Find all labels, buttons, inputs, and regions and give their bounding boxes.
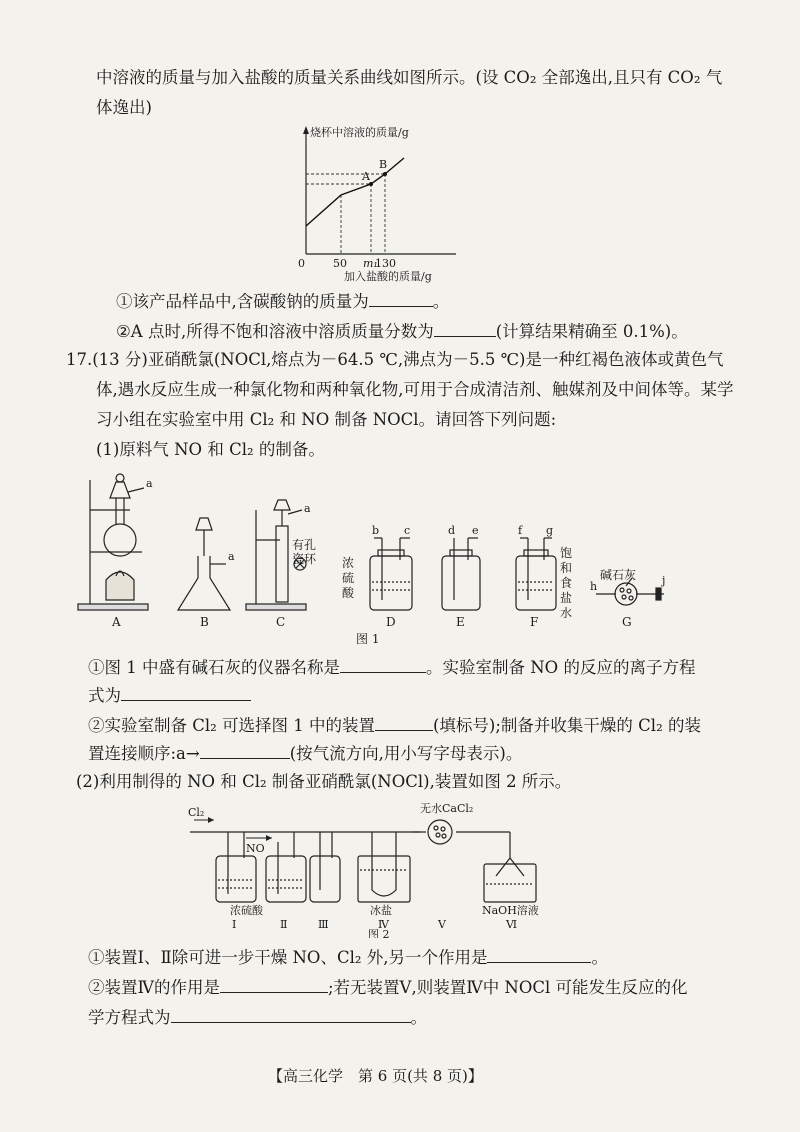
apparatus-d — [370, 538, 412, 610]
intro-line-2: 体逸出) — [96, 98, 152, 117]
label-c: C — [276, 615, 286, 629]
label-g: G — [622, 615, 632, 629]
mass-curve-graph — [270, 122, 470, 284]
q16-sub1 — [116, 288, 449, 314]
q17-part1-heading: (1)原料气 NO 和 Cl₂ 的制备。 — [96, 440, 325, 459]
port-g: g — [546, 524, 554, 537]
q16-sub1-text: ①该产品样品中,含碳酸钠的质量为 — [116, 292, 369, 311]
q16-sub2 — [116, 318, 688, 344]
point-a-label: A — [362, 170, 370, 183]
q17-1-sub2-line2-text: 置连接顺序:a→ — [88, 744, 200, 763]
label-d: D — [386, 615, 396, 629]
q17-2-sub1-blank[interactable] — [487, 944, 591, 963]
numeral-iv: Ⅳ — [378, 918, 389, 931]
numeral-vi: Ⅵ — [506, 918, 518, 931]
q17-line-3: 习小组在实验室中用 Cl₂ 和 NO 制备 NOCl。请回答下列问题: — [96, 410, 557, 429]
q16-sub1-end: 。 — [432, 292, 450, 311]
label-e: E — [456, 615, 465, 629]
q17-2-sub2-mid: ;若无装置Ⅴ,则装置Ⅳ中 NOCl 可能发生反应的化 — [327, 978, 688, 997]
naoh-label: NaOH溶液 — [482, 904, 539, 917]
q17-1-sub1-mid: 。实验室制备 NO 的反应的离子方程 — [426, 658, 696, 677]
apparatus-b — [178, 518, 230, 610]
device-vi — [484, 832, 536, 902]
q17-1-order-blank[interactable] — [200, 740, 290, 759]
port-b: b — [372, 524, 380, 537]
device-v — [412, 820, 452, 844]
q17-1-sub2-line2-end: (按气流方向,用小写字母表示)。 — [289, 744, 523, 763]
figure-2-caption: 图 2 — [368, 928, 390, 938]
page-footer: 【高三化学 第 6 页(共 8 页)】 — [268, 1067, 483, 1085]
numeral-v: Ⅴ — [438, 918, 446, 931]
apparatus-f — [516, 538, 556, 610]
label-porous-ring: 有孔瓷环 — [292, 538, 317, 566]
q17-1-sub1-line2-text: 式为 — [88, 686, 121, 705]
q17-2-equation-blank[interactable] — [171, 1004, 411, 1023]
q17-1-equation-blank[interactable] — [121, 682, 251, 701]
q17-line-1: 17.(13 分)亚硝酰氯(NOCl,熔点为－64.5 ℃,沸点为－5.5 ℃)是一种红褐色液体或黄色气 — [66, 350, 724, 369]
point-b-marker — [383, 172, 387, 176]
no-label: NO — [246, 842, 265, 855]
q17-2-sub1-text: ①装置Ⅰ、Ⅱ除可进一步干燥 NO、Cl₂ 外,另一个作用是 — [88, 948, 488, 967]
numeral-ii: Ⅱ — [280, 918, 288, 931]
origin-label: 0 — [298, 257, 305, 270]
port-a-1: a — [146, 477, 153, 490]
label-a: A — [112, 615, 121, 629]
label-soda-lime: 碱石灰 — [600, 568, 637, 582]
port-j: j — [662, 574, 666, 587]
figure-1-apparatus — [70, 460, 710, 650]
numeral-i: Ⅰ — [232, 918, 237, 931]
cl2-label: Cl₂ — [188, 806, 205, 819]
numeral-iii: Ⅲ — [318, 918, 329, 931]
q17-1-sub2-line2 — [88, 740, 522, 766]
q17-2-sub2-text: ②装置Ⅳ的作用是 — [88, 978, 220, 997]
port-d: d — [448, 524, 456, 537]
q17-2-sub2-line2 — [88, 1004, 427, 1030]
figure-1-caption: 图 1 — [356, 632, 380, 646]
port-a-2: a — [228, 550, 235, 563]
q17-2-sub2-line2-text: 学方程式为 — [88, 1008, 171, 1027]
label-conc-acid-d: 浓硫酸 — [342, 556, 355, 600]
anhydrous-cacl2-label: 无水CaCl₂ — [420, 802, 474, 815]
mass-curve — [306, 158, 404, 226]
port-e: e — [472, 524, 479, 537]
apparatus-e — [442, 538, 480, 610]
port-a-3: a — [304, 502, 311, 515]
q17-1-sub1-line2 — [88, 682, 251, 708]
q17-2-sub1-end: 。 — [591, 948, 608, 967]
q17-1-sub2-blank[interactable] — [375, 712, 433, 731]
q17-1-sub2-mid: (填标号);制备并收集干燥的 Cl₂ 的装 — [433, 716, 701, 735]
q17-2-sub1 — [88, 944, 608, 970]
q17-part2-heading: (2)利用制得的 NO 和 Cl₂ 制备亚硝酰氯(NOCl),装置如图 2 所示。 — [76, 772, 572, 791]
q17-2-sub2 — [88, 974, 688, 1000]
intro-line-1: 中溶液的质量与加入盐酸的质量关系曲线如图所示。(设 CO₂ 全部逸出,且只有 CO₂ 气 — [96, 68, 723, 87]
device-ii — [266, 832, 306, 902]
conc-acid-label-fig2: 浓硫酸 — [230, 904, 263, 917]
label-b: B — [200, 615, 209, 629]
q17-2-sub2-blank[interactable] — [220, 974, 328, 993]
q16-sub2-end: (计算结果精确至 0.1%)。 — [495, 322, 688, 341]
device-iii — [310, 832, 340, 902]
tick-m1: m₁ — [363, 257, 378, 270]
q16-sub2-text: ②A 点时,所得不饱和溶液中溶质质量分数为 — [116, 322, 434, 341]
port-h: h — [590, 580, 598, 593]
point-b-label: B — [379, 158, 388, 171]
tick-130: 130 — [375, 257, 396, 270]
figure-2-apparatus — [180, 798, 600, 938]
q16-sub2-blank[interactable] — [434, 318, 496, 337]
y-axis-label: 烧杯中溶液的质量/g — [310, 126, 409, 139]
q17-line-2: 体,遇水反应生成一种氯化物和两种氧化物,可用于合成清洁剂、触媒剂及中间体等。某学 — [96, 380, 734, 399]
q17-1-sub1 — [88, 654, 695, 680]
port-f: f — [518, 524, 523, 537]
x-axis-label: 加入盐酸的质量/g — [344, 270, 432, 283]
ice-salt-label: 冰盐 — [370, 904, 392, 917]
apparatus-a — [78, 474, 148, 610]
y-axis-arrow — [303, 126, 309, 134]
q17-1-sub1-blank[interactable] — [340, 654, 426, 673]
tick-50: 50 — [333, 257, 347, 270]
device-iv — [358, 832, 410, 902]
label-saturated-brine: 饱和食盐水 — [560, 546, 573, 620]
q16-sub1-blank[interactable] — [369, 288, 433, 307]
label-f: F — [530, 615, 539, 629]
q17-1-sub2 — [88, 712, 701, 738]
q17-1-sub1-text: ①图 1 中盛有碱石灰的仪器名称是 — [88, 658, 340, 677]
q17-1-sub2-text: ②实验室制备 Cl₂ 可选择图 1 中的装置 — [88, 716, 375, 735]
q17-2-sub2-line2-end: 。 — [410, 1008, 427, 1027]
port-c: c — [404, 524, 411, 537]
